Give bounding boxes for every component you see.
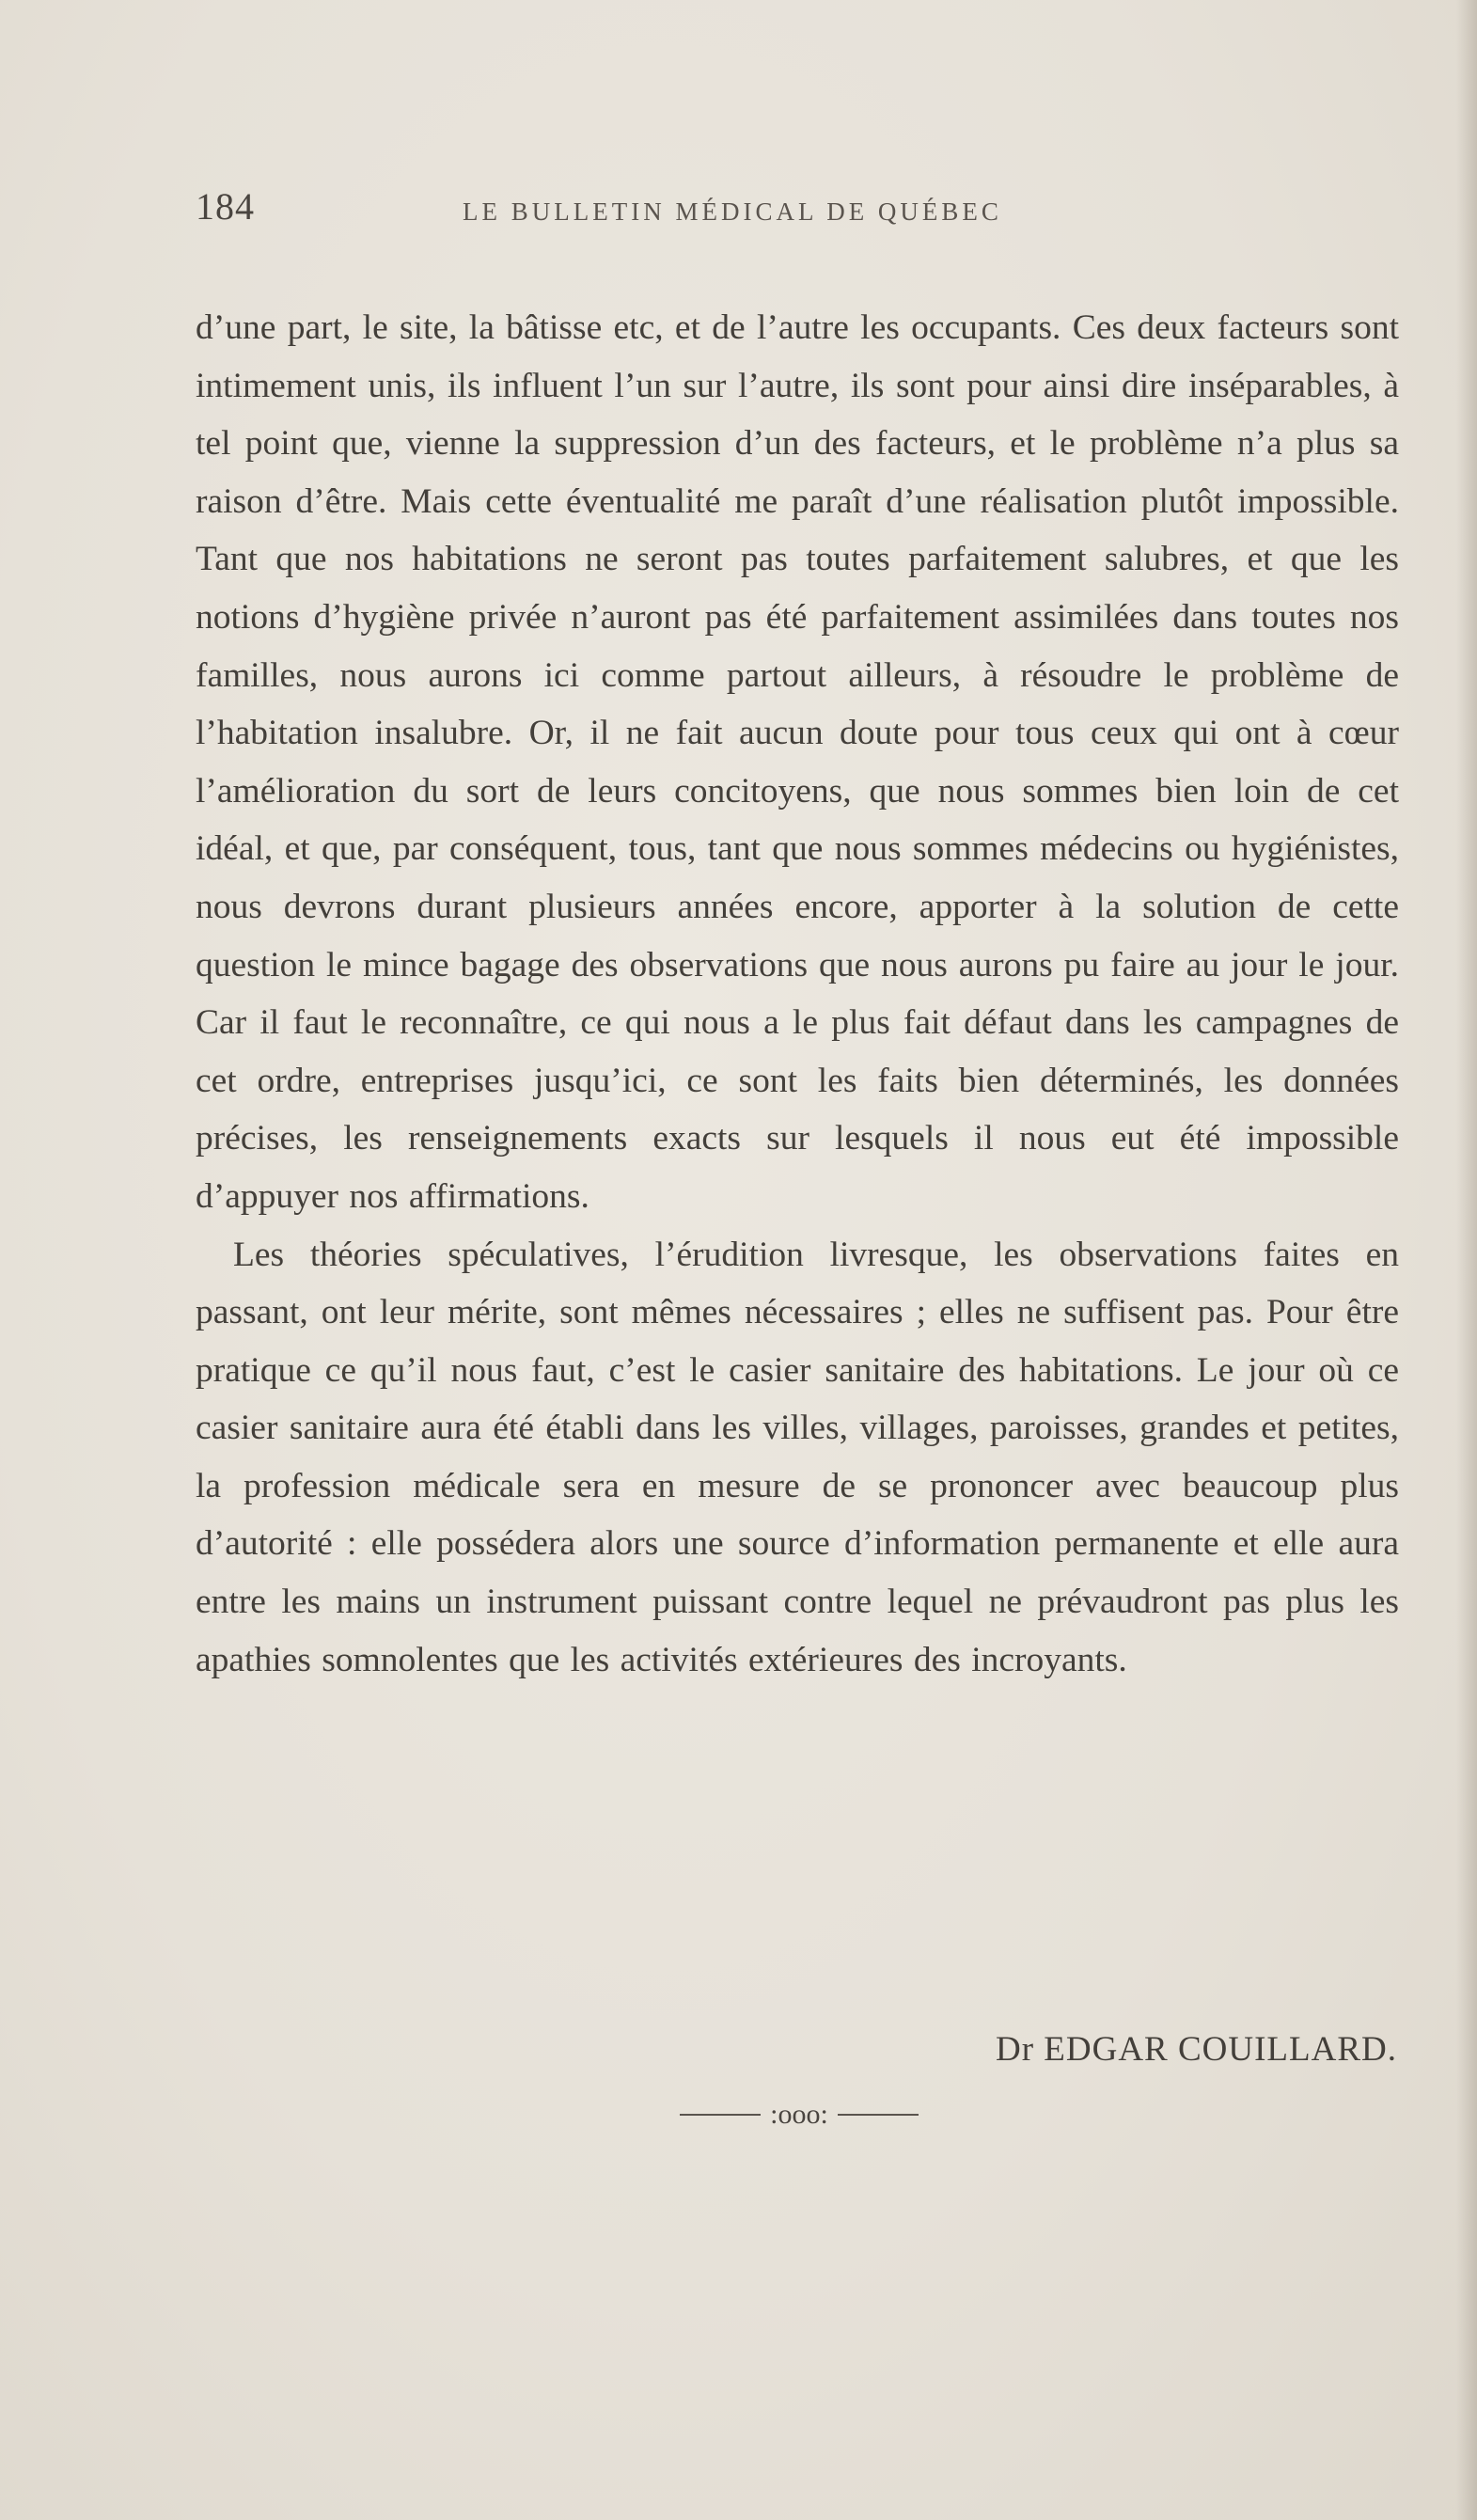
- journal-title: LE BULLETIN MÉDICAL DE QUÉBEC: [463, 197, 1002, 226]
- author-signature: Dr EDGAR COUILLARD.: [996, 2030, 1397, 2069]
- separator-rule-left: [680, 2114, 761, 2116]
- separator-rule-right: [838, 2114, 919, 2116]
- running-head: [196, 184, 1126, 241]
- paragraph-2: Les théories spéculatives, l’érudition livresque, les observations faites en passant, ont leur mérite, sont mêmes nécessaires ; elles ne suffisent pas. Pour être pratique ce qu’il nous faut, c’est le casier sanitaire des habitations. Le jour où ce casier sanitaire aura été établi dans les villes, villages, paroisses, grandes et petites, la profession médicale sera en mesure de se prononcer avec beaucoup plus d’autorité : elle possédera alors une source d’information permanente et elle aura entre les mains un instrument puissant contre lequel ne prévaudront pas plus les apathies somnolentes que les activités extérieures des incroyants.: [196, 1235, 1399, 1679]
- paragraph-1: d’une part, le site, la bâtisse etc, et de l’autre les occupants. Ces deux facteurs sont intimement unis, ils influent l’un sur l’autre, ils sont pour ainsi dire inséparables, à tel point que, vienne la suppression d’un des facteurs, et le problème n’a plus sa raison d’être. Mais cette éventualité me paraît d’une réalisation plutôt impossible. Tant que nos habitations ne seront pas toutes parfaitement salubres, et que les notions d’hygiène privée n’auront pas été parfaitement assimilées dans toutes nos familles, nous aurons ici comme partout ailleurs, à résoudre le problème de l’habitation insalubre. Or, il ne fait aucun doute pour tous ceux qui ont à cœur l’amélioration du sort de leurs concitoyens, que nous sommes bien loin de cet idéal, et que, par conséquent, tous, tant que nous sommes médecins ou hygiénistes, nous devrons durant plusieurs années encore, apporter à la solution de cette question le mince bagage des observations que nous aurons pu faire au jour le jour. Car il faut le reconnaître, ce qui nous a le plus fait défaut dans les campagnes de cet ordre, entreprises jusqu’ici, ce sont les faits bien déterminés, les données précises, les renseignements exacts sur lesquels il nous eut été impossible d’appuyer nos affirmations.: [196, 308, 1399, 1216]
- article-body: [196, 299, 1399, 1689]
- page-edge-shadow: [1456, 0, 1477, 2520]
- separator-mark: :ooo:: [770, 2099, 828, 2130]
- page-number: 184: [196, 185, 255, 228]
- section-separator: [658, 2099, 940, 2146]
